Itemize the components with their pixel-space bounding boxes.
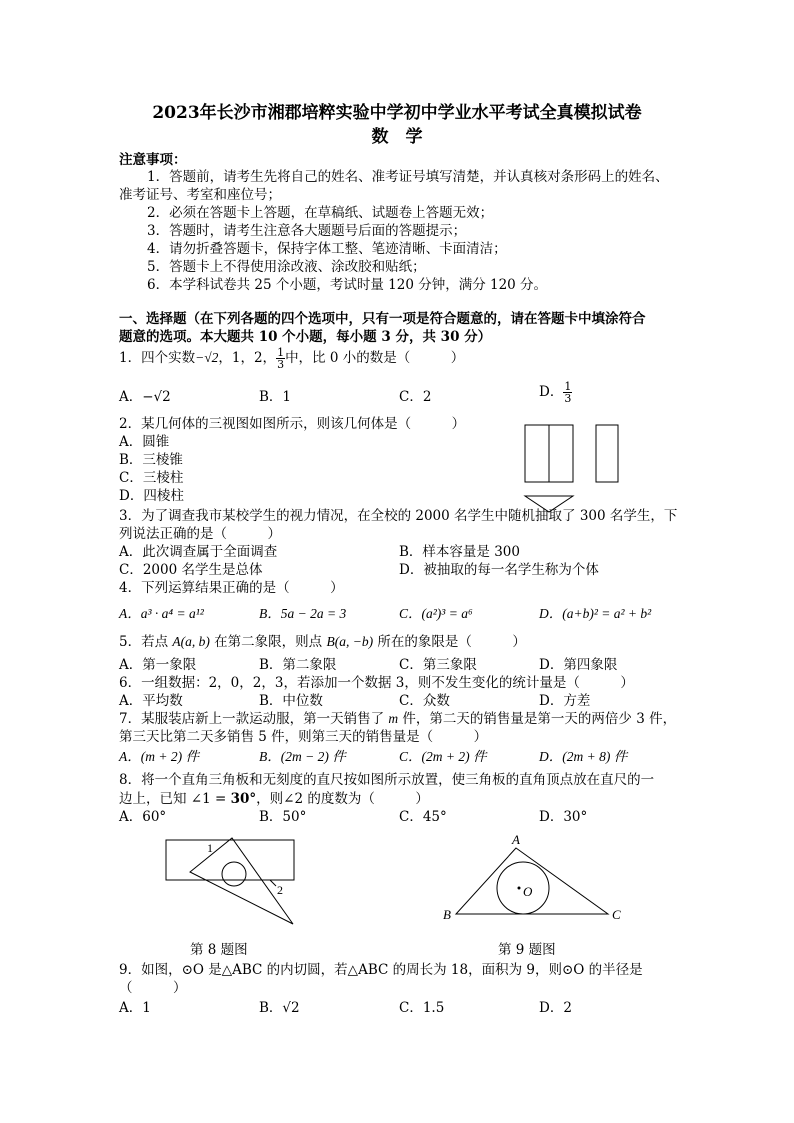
q8-option-d: D．30°	[539, 809, 588, 825]
q7-option-d: D．(2m + 8) 件	[539, 749, 628, 764]
ruler	[166, 840, 294, 880]
q8-option-b: B．50°	[259, 809, 307, 825]
q9-option-d: D．2	[539, 1000, 572, 1016]
q5-option-c: C．第三象限	[399, 657, 477, 673]
q2-option-c: C．三棱柱	[119, 470, 184, 486]
q3-option-a: A．此次调查属于全面调查	[119, 544, 278, 560]
q6-option-c: C．众数	[399, 693, 450, 709]
q7-option-c: C．(2m + 2) 件	[399, 749, 487, 764]
q8-figure	[160, 832, 305, 932]
note-item: 准考证号、考室和座位号；	[119, 187, 281, 203]
q6-option-b: B．中位数	[259, 693, 323, 709]
page-title: 2023年长沙市湘郡培粹实验中学初中学业水平考试全真模拟试卷	[152, 103, 642, 123]
question-1-stem: 1．四个实数−√2，1，2， $\frac{1}{3}$ 中，比 0 小的数是（ ）	[119, 346, 465, 371]
q8-option-c: C．45°	[399, 809, 447, 825]
q1-option-d: D． $\frac{1}{3}$	[539, 380, 572, 405]
angle-mark	[270, 880, 276, 886]
side-view	[596, 425, 618, 482]
q7-option-a: A．(m + 2) 件	[119, 749, 199, 764]
section-heading: 一、选择题（在下列各题的四个选项中，只有一项是符合题意的，请在答题卡中填涂符合	[119, 311, 646, 327]
q6-option-a: A．平均数	[119, 693, 183, 709]
subject-title: 数 学	[371, 127, 423, 147]
center-point	[518, 887, 521, 890]
q3-option-b: B．样本容量是 300	[399, 544, 520, 560]
q9-option-b: B．√2	[259, 1000, 300, 1016]
question-8-stem-cont: 边上，已知 ∠1 = 30°，则∠2 的度数为（ ）	[119, 791, 429, 807]
q9-option-a: A．1	[119, 1000, 151, 1016]
vertex-a-label: A	[512, 832, 520, 847]
q5-option-b: B．第二象限	[259, 657, 337, 673]
question-9-stem-cont: （ ）	[119, 980, 187, 996]
q7-option-b: B．(2m − 2) 件	[259, 749, 346, 764]
angle-1-label: 1	[207, 841, 213, 855]
notes-heading: 注意事项：	[119, 152, 187, 168]
q6-option-d: D．方差	[539, 693, 591, 709]
triangle-abc	[456, 848, 608, 914]
q9-option-c: C．1.5	[399, 1000, 445, 1016]
section-heading-cont: 题意的选项。本大题共 10 个小题，每小题 3 分，共 30 分）	[119, 329, 492, 345]
q8-caption: 第 8 题图	[190, 942, 248, 958]
q5-option-a: A．第一象限	[119, 657, 197, 673]
question-2-stem: 2．某几何体的三视图如图所示，则该几何体是（ ）	[119, 416, 466, 432]
q9-figure	[438, 830, 633, 930]
question-8-stem: 8．将一个直角三角板和无刻度的直尺按如图所示放置，使三角板的直角顶点放在直尺的一	[119, 772, 655, 788]
note-item: 4．请勿折叠答题卡，保持字体工整、笔迹清晰、卡面清洁；	[147, 241, 507, 257]
q4-option-a: A．a³ · a⁴ = a¹²	[119, 606, 204, 621]
angle-2-label: 2	[277, 883, 283, 897]
question-3-stem-cont: 列说法正确的是（ ）	[119, 526, 281, 542]
center-o-label: O	[523, 884, 533, 899]
q4-option-d: D．(a+b)² = a² + b²	[539, 606, 652, 621]
note-item: 3．答题时，请考生注意各大题题号后面的答题提示；	[147, 223, 467, 239]
vertex-b-label: B	[443, 907, 451, 922]
q2-option-d: D．四棱柱	[119, 488, 184, 504]
note-item: 5．答题卡上不得使用涂改液、涂改胶和贴纸；	[147, 259, 426, 275]
q4-option-b: B．5a − 2a = 3	[259, 606, 347, 621]
q1-option-c: C．2	[399, 389, 432, 405]
note-item: 2．必须在答题卡上答题，在草稿纸、试题卷上答题无效；	[147, 205, 494, 221]
question-7-stem: 7．某服装店新上一款运动服，第一天销售了 m 件，第二天的销售量是第一天的两倍少 3 件，	[119, 711, 677, 727]
q1-option-b: B．1	[259, 389, 292, 405]
q3-option-c: C．2000 名学生是总体	[119, 562, 263, 578]
triangle-hole	[222, 862, 246, 886]
q9-caption: 第 9 题图	[498, 942, 556, 958]
note-item: 1．答题前，请考生先将自己的姓名、准考证号填写清楚，并认真核对条形码上的姓名、	[147, 169, 669, 185]
question-3-stem: 3．为了调查我市某校学生的视力情况，在全校的 2000 名学生中随机抽取了 300 名学生，下	[119, 508, 678, 524]
question-4-stem: 4．下列运算结果正确的是（ ）	[119, 580, 344, 596]
question-7-stem-cont: 第三天比第二天多销售 5 件，则第三天的销售量是（ ）	[119, 729, 488, 745]
question-9-stem: 9．如图，⊙O 是△ABC 的内切圆，若△ABC 的周长为 18，面积为 9，则⊙O 的半径是	[119, 962, 643, 978]
q5-option-d: D．第四象限	[539, 657, 618, 673]
question-6-stem: 6．一组数据：2，0，2，3，若添加一个数据 3，则不发生变化的统计量是（ ）	[119, 675, 634, 691]
q1-option-a: A．−√2	[119, 389, 171, 405]
right-triangle	[190, 838, 293, 924]
q8-option-a: A．60°	[119, 809, 167, 825]
q2-option-a: A．圆锥	[119, 434, 170, 450]
q2-option-b: B．三棱锥	[119, 452, 183, 468]
note-item: 6．本学科试卷共 25 个小题，考试时量 120 分钟，满分 120 分。	[147, 277, 548, 293]
q4-option-c: C．(a²)³ = a⁶	[399, 606, 473, 621]
q3-option-d: D．被抽取的每一名学生称为个体	[399, 562, 599, 578]
vertex-c-label: C	[612, 907, 621, 922]
question-5-stem: 5．若点 A(a, b) 在第二象限，则点 B(a, −b) 所在的象限是（ ）	[119, 634, 526, 650]
